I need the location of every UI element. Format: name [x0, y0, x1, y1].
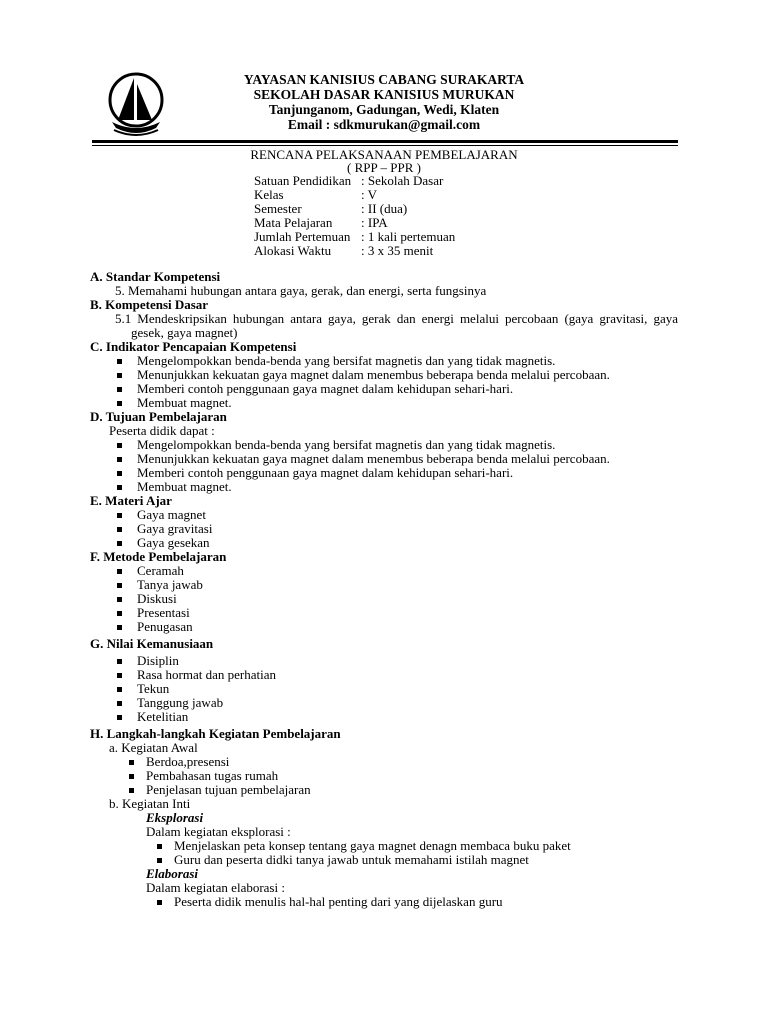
document-title — [200, 148, 568, 174]
list-item: Memberi contoh penggunaan gaya magnet dalam kehidupan sehari-hari. — [137, 466, 678, 480]
list-item: Membuat magnet. — [137, 480, 678, 494]
section-e-heading: E. Materi Ajar — [90, 493, 172, 508]
identity-value: : V — [361, 187, 378, 202]
list-item: Gaya magnet — [137, 508, 678, 522]
elaboration-list — [90, 895, 678, 909]
identity-value: : IPA — [361, 215, 388, 230]
exploration-intro: Dalam kegiatan eksplorasi : — [146, 824, 291, 839]
list-item: Membuat magnet. — [137, 396, 678, 410]
list-item: Penjelasan tujuan pembelajaran — [146, 783, 678, 797]
identity-row — [254, 174, 455, 188]
section-g-heading: G. Nilai Kemanusiaan — [90, 636, 214, 651]
core-activity-label: b. Kegiatan Inti — [109, 796, 191, 811]
identity-row — [254, 230, 455, 244]
exploration-heading: Eksplorasi — [146, 810, 204, 825]
elaboration-heading: Elaborasi — [146, 866, 199, 881]
identity-value: : 1 kali pertemuan — [361, 229, 456, 244]
list-item: Berdoa,presensi — [146, 755, 678, 769]
header-divider-thin — [92, 145, 678, 146]
method-list — [90, 564, 678, 634]
list-item: Tanggung jawab — [137, 696, 678, 710]
exploration-list — [90, 839, 678, 867]
values-list — [90, 654, 678, 724]
section-f-heading: F. Metode Pembelajaran — [90, 549, 227, 564]
identity-key: Jumlah Pertemuan — [254, 229, 351, 244]
list-item: Diskusi — [137, 592, 678, 606]
foundation-name: YAYASAN KANISIUS CABANG SURAKARTA — [243, 72, 525, 87]
list-item: Mengelompokkan benda-benda yang bersifat magnetis dan yang tidak magnetis. — [137, 438, 678, 452]
opening-activity-label: a. Kegiatan Awal — [109, 740, 198, 755]
identity-key: Kelas — [254, 187, 284, 202]
list-item: Peserta didik menulis hal-hal penting dari yang dijelaskan guru — [174, 895, 678, 909]
identity-key: Satuan Pendidikan — [254, 173, 352, 188]
list-item: Tanya jawab — [137, 578, 678, 592]
section-b-heading: B. Kompetensi Dasar — [90, 297, 209, 312]
identity-value: : II (dua) — [361, 201, 408, 216]
list-item: Menunjukkan kekuatan gaya magnet dalam menembus beberapa benda melalui percobaan. — [137, 368, 678, 382]
list-item: Ketelitian — [137, 710, 678, 724]
list-item: Disiplin — [137, 654, 678, 668]
identity-row — [254, 202, 455, 216]
list-item: Tekun — [137, 682, 678, 696]
list-item: Gaya gravitasi — [137, 522, 678, 536]
list-item: Gaya gesekan — [137, 536, 678, 550]
identity-value: : Sekolah Dasar — [361, 173, 444, 188]
sail-boat-emblem-icon — [104, 70, 168, 138]
school-name: SEKOLAH DASAR KANISIUS MURUKAN — [253, 87, 515, 102]
section-a-heading: A. Standar Kompetensi — [90, 269, 221, 284]
material-list — [90, 508, 678, 550]
objective-list — [90, 438, 678, 494]
identity-key: Semester — [254, 201, 302, 216]
list-item: Menjelaskan peta konsep tentang gaya magnet denagn membaca buku paket — [174, 839, 678, 853]
indicator-list — [90, 354, 678, 410]
list-item: Presentasi — [137, 606, 678, 620]
school-email: Email : sdkmurukan@gmail.com — [287, 117, 481, 132]
list-item: Menunjukkan kekuatan gaya magnet dalam menembus beberapa benda melalui percobaan. — [137, 452, 678, 466]
basic-competency-text: 5.1 Mendeskripsikan hubungan antara gaya, gerak dan energi melalui percobaan (gaya gravitasi, gaya gesek, gaya magnet) — [115, 311, 678, 340]
list-item: Memberi contoh penggunaan gaya magnet dalam kehidupan sehari-hari. — [137, 382, 678, 396]
school-header — [200, 72, 568, 132]
header-divider — [92, 140, 678, 143]
identity-table — [254, 174, 455, 258]
list-item: Penugasan — [137, 620, 678, 634]
standard-competency-text: 5. Memahami hubungan antara gaya, gerak, dan energi, serta fungsinya — [115, 283, 487, 298]
section-d-heading: D. Tujuan Pembelajaran — [90, 409, 227, 424]
identity-row — [254, 216, 455, 230]
identity-key: Mata Pelajaran — [254, 215, 333, 230]
identity-row — [254, 188, 455, 202]
opening-activity-list — [90, 755, 678, 797]
identity-value: : 3 x 35 menit — [361, 243, 434, 258]
list-item: Ceramah — [137, 564, 678, 578]
section-c-heading: C. Indikator Pencapaian Kompetensi — [90, 339, 297, 354]
section-h-heading: H. Langkah-langkah Kegiatan Pembelajaran — [90, 726, 341, 741]
document-title-line2: ( RPP – PPR ) — [347, 160, 421, 175]
document-body — [90, 270, 678, 909]
list-item: Pembahasan tugas rumah — [146, 769, 678, 783]
identity-key: Alokasi Waktu — [254, 243, 332, 258]
list-item: Rasa hormat dan perhatian — [137, 668, 678, 682]
elaboration-intro: Dalam kegiatan elaborasi : — [146, 880, 285, 895]
objective-intro: Peserta didik dapat : — [109, 423, 215, 438]
document-title-line1: RENCANA PELAKSANAAN PEMBELAJARAN — [250, 147, 518, 162]
list-item: Mengelompokkan benda-benda yang bersifat magnetis dan yang tidak magnetis. — [137, 354, 678, 368]
school-address: Tanjunganom, Gadungan, Wedi, Klaten — [268, 102, 500, 117]
identity-row — [254, 244, 455, 258]
list-item: Guru dan peserta didki tanya jawab untuk memahami istilah magnet — [174, 853, 678, 867]
